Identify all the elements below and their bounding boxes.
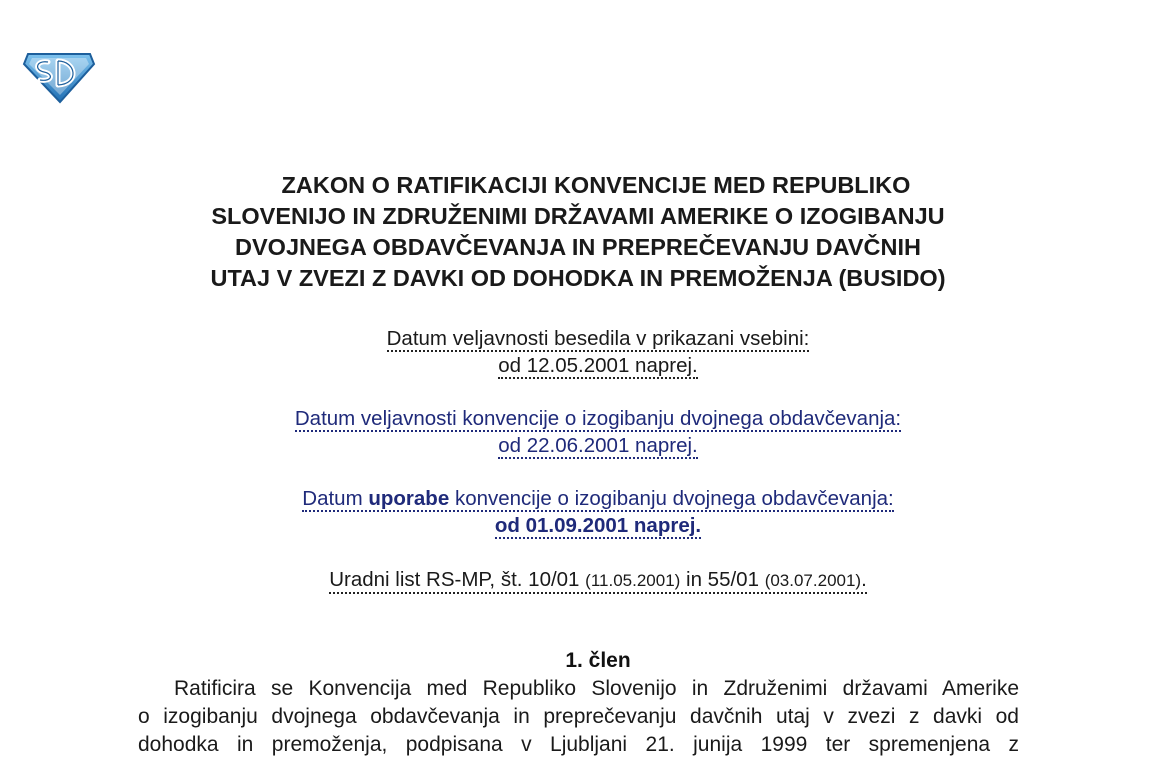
validity-convention-label[interactable]: Datum veljavnosti konvencije o izogibanju dvojnega obdavčevanja: [294, 407, 902, 430]
gazette-prefix: Uradni list RS-MP, št. 10/01 [329, 568, 580, 591]
gazette-middle: in 55/01 [686, 568, 759, 591]
use-convention-block [120, 485, 1076, 539]
validity-text-value[interactable]: od 12.05.2001 naprej. [498, 354, 698, 377]
use-convention-label[interactable] [302, 488, 893, 512]
validity-text-block [120, 325, 1076, 379]
title-line: SLOVENIJO IN ZDRUŽENIMI DRŽAVAMI AMERIKE O IZOGIBANJU [211, 203, 945, 229]
use-label-bold: uporabe [368, 487, 450, 510]
title-line: UTAJ V ZVEZI Z DAVKI OD DOHODKA IN PREMOŽENJA (BUSIDO) [210, 265, 946, 291]
use-label-prefix: Datum [302, 487, 363, 510]
article-heading: 1. člen [565, 649, 631, 672]
document-title [120, 170, 1036, 294]
use-label-suffix: konvencije o izogibanju dvojnega obdavčevanja: [454, 487, 894, 510]
article-body [138, 675, 1019, 759]
title-line: ZAKON O RATIFIKACIJI KONVENCIJE MED REPUBLIKO [281, 172, 911, 198]
title-line: DVOJNEGA OBDAVČEVANJA IN PREPREČEVANJU DAVČNIH [235, 234, 921, 260]
sd-logo-icon [22, 48, 96, 104]
validity-convention-block [120, 405, 1076, 459]
article-line: Ratificira se Konvencija med Republiko Slovenijo in Združenimi državami Amerike [174, 677, 1019, 700]
article-line: o izogibanju dvojnega obdavčevanja in preprečevanju davčnih utaj v zvezi z davki od [138, 705, 1019, 728]
gazette-date-1: (11.05.2001) [585, 571, 681, 590]
use-convention-value[interactable]: od 01.09.2001 naprej. [494, 514, 702, 537]
validity-text-label[interactable]: Datum veljavnosti besedila v prikazani vsebini: [386, 327, 810, 350]
gazette-suffix: . [861, 568, 867, 591]
article-line: dohodka in premoženja, podpisana v Ljubljani 21. junija 1999 ter spremenjena z [138, 733, 1019, 756]
gazette-date-2: (03.07.2001) [764, 571, 862, 590]
validity-convention-value[interactable]: od 22.06.2001 naprej. [498, 434, 698, 457]
gazette-reference[interactable] [329, 569, 867, 594]
gazette-block [120, 566, 1076, 594]
